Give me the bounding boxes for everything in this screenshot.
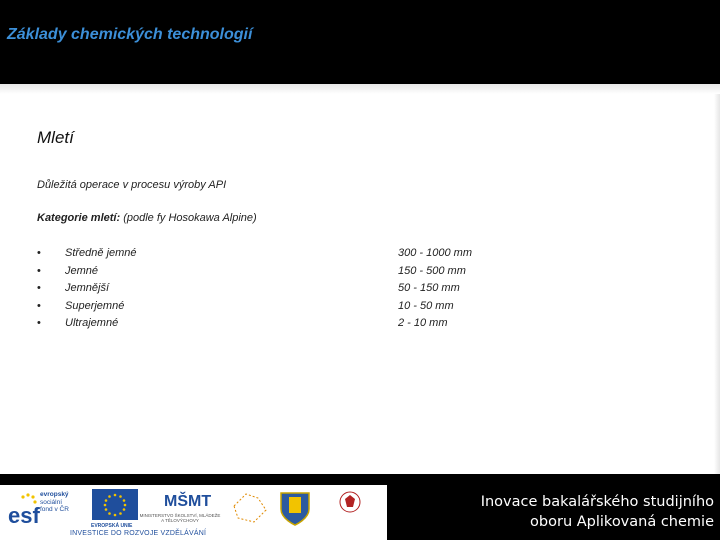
category-name: Ultrajemné <box>65 317 119 329</box>
category-note: (podle fy Hosokawa Alpine) <box>120 212 257 224</box>
header-divider <box>0 84 720 94</box>
faculty-seal-icon <box>320 489 380 525</box>
regional-logo-icon <box>228 490 272 526</box>
esf-text <box>40 491 69 514</box>
category-label: Kategorie mletí: <box>37 212 121 224</box>
category-line <box>37 212 257 224</box>
svg-text:MŠMT: MŠMT <box>164 493 212 510</box>
esf-logo-icon <box>8 489 40 527</box>
project-name-line1: Inovace bakalářského studijního <box>480 494 714 510</box>
slide-subtitle: Důležitá operace v procesu výroby API <box>37 179 227 191</box>
bullet: • <box>37 264 41 277</box>
category-name: Středně jemné <box>65 247 137 259</box>
right-edge-shadow <box>714 94 720 474</box>
bullet: • <box>37 317 41 329</box>
project-name <box>481 492 714 532</box>
milling-category-list <box>37 247 497 335</box>
category-name: Jemnější <box>65 282 110 294</box>
list-item <box>37 317 497 335</box>
list-item <box>37 265 497 283</box>
header-bar <box>0 0 720 84</box>
investment-label: INVESTICE DO ROZVOJE VZDĚLÁVÁNÍ <box>70 530 207 537</box>
particle-size-range: 50 - 150 mm <box>398 282 460 294</box>
university-shield-icon <box>277 489 313 527</box>
particle-size-range: 10 - 50 mm <box>398 299 454 312</box>
list-item <box>37 282 497 300</box>
project-name-line2: oboru Aplikovaná chemie <box>530 514 714 530</box>
bullet: • <box>37 282 41 294</box>
list-item <box>37 247 497 265</box>
particle-size-range: 2 - 10 mm <box>398 317 448 329</box>
esf-line: sociální <box>40 498 63 506</box>
bullet: • <box>37 247 41 259</box>
svg-text:esf: esf <box>8 503 40 527</box>
esf-line: fond v ČR <box>40 506 69 513</box>
particle-size-range: 300 - 1000 mm <box>398 247 472 259</box>
category-name: Superjemné <box>65 299 125 312</box>
list-item <box>37 300 497 318</box>
category-name: Jemné <box>65 264 99 277</box>
particle-size-range: 150 - 500 mm <box>398 264 466 277</box>
bullet: • <box>37 299 41 312</box>
slide-title: Mletí <box>37 128 74 147</box>
esf-line: evropský <box>40 491 69 498</box>
eu-label: EVROPSKÁ UNIE <box>91 523 133 529</box>
eu-flag-icon <box>92 489 138 520</box>
course-title: Základy chemických technologií <box>7 26 253 43</box>
msmt-label: MINISTERSTVO ŠKOLSTVÍ, MLÁDEŽE A TĚLOVÝCHOVY <box>139 513 221 523</box>
